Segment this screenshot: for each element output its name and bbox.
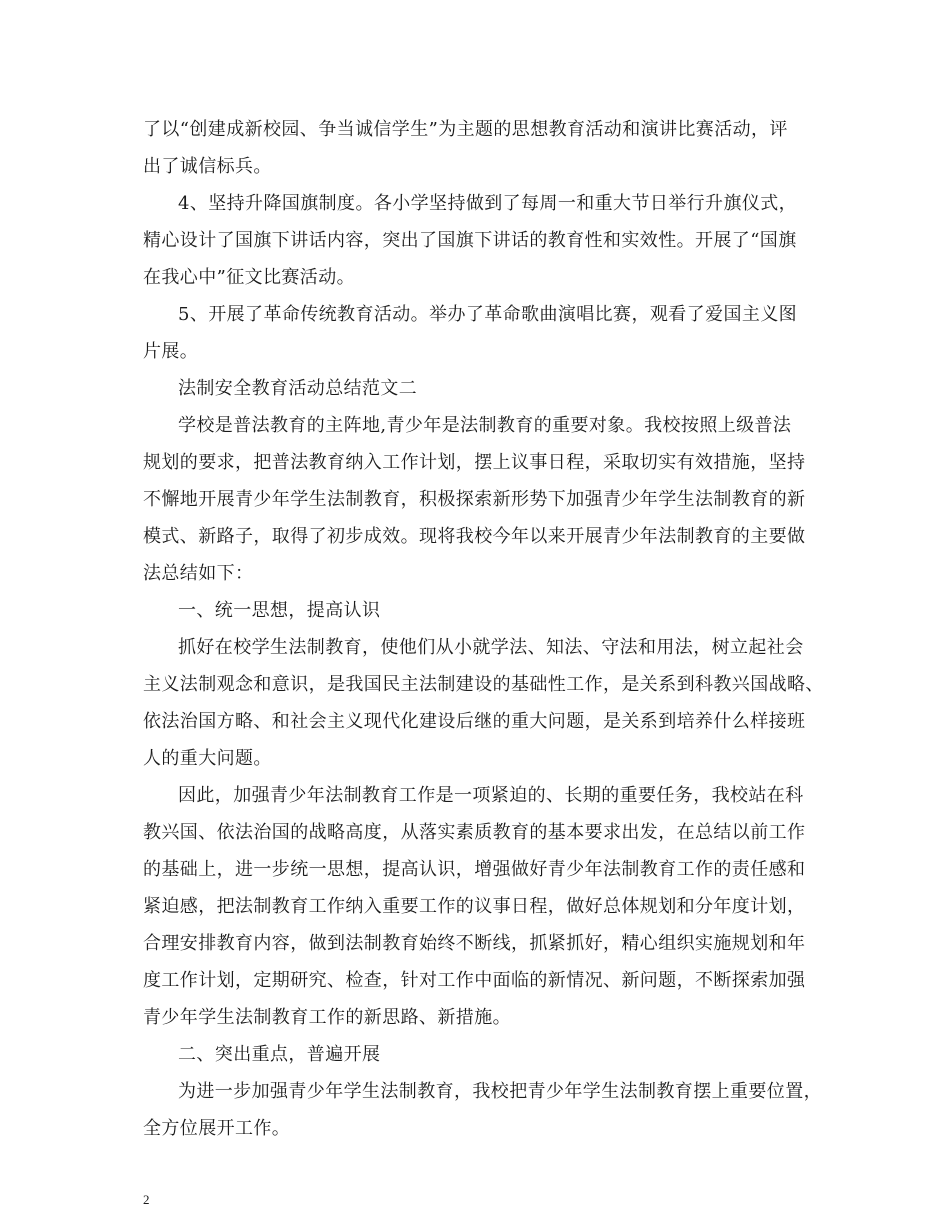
section-heading: 二、突出重点，普遍开展 bbox=[178, 1044, 381, 1065]
text-line: 依法治国方略、和社会主义现代化建设后继的重大问题，是关系到培养什么样接班 bbox=[143, 711, 806, 732]
text-line: 在我心中”征文比赛活动。 bbox=[143, 267, 356, 288]
section-heading: 法制安全教育活动总结范文二 bbox=[178, 378, 418, 399]
text-line: 青少年学生法制教育工作的新思路、新措施。 bbox=[143, 1007, 511, 1028]
text-line: 模式、新路子，取得了初步成效。现将我校今年以来开展青少年法制教育的主要做 bbox=[143, 526, 806, 547]
text-line: 学校是普法教育的主阵地,青少年是法制教育的重要对象。我校按照上级普法 bbox=[178, 415, 792, 436]
text-line: 精心设计了国旗下讲话内容，突出了国旗下讲话的教育性和实效性。开展了“国旗 bbox=[143, 230, 797, 251]
text-line: 人的重大问题。 bbox=[143, 748, 272, 769]
text-line: 教兴国、依法治国的战略高度，从落实素质教育的基本要求出发，在总结以前工作 bbox=[143, 822, 806, 843]
text-line: 紧迫感，把法制教育工作纳入重要工作的议事日程，做好总体规划和分年度计划， bbox=[143, 896, 806, 917]
text-line: 为进一步加强青少年学生法制教育，我校把青少年学生法制教育摆上重要位置， bbox=[178, 1081, 822, 1102]
text-line: 度工作计划，定期研究、检查，针对工作中面临的新情况、新问题，不断探索加强 bbox=[143, 970, 806, 991]
text-line: 合理安排教育内容，做到法制教育始终不断线，抓紧抓好，精心组织实施规划和年 bbox=[143, 933, 806, 954]
text-line: 出了诚信标兵。 bbox=[143, 156, 272, 177]
text-line: 规划的要求，把普法教育纳入工作计划，摆上议事日程，采取切实有效措施，坚持 bbox=[143, 452, 806, 473]
text-line: 了以“创建成新校园、争当诚信学生”为主题的思想教育活动和演讲比赛活动，评 bbox=[143, 119, 788, 140]
text-line: 的基础上，进一步统一思想，提高认识，增强做好青少年法制教育工作的责任感和 bbox=[143, 859, 806, 880]
text-line: 抓好在校学生法制教育，使他们从小就学法、知法、守法和用法，树立起社会 bbox=[178, 637, 804, 658]
text-line: 不懈地开展青少年学生法制教育，积极探索新形势下加强青少年学生法制教育的新 bbox=[143, 489, 806, 510]
text-line: 因此，加强青少年法制教育工作是一项紧迫的、长期的重要任务，我校站在科 bbox=[178, 785, 804, 806]
page-number: 2 bbox=[143, 1192, 150, 1207]
text-line: 片展。 bbox=[143, 341, 199, 362]
text-line: 5、开展了革命传统教育活动。举办了革命歌曲演唱比赛，观看了爱国主义图 bbox=[178, 304, 798, 325]
text-line: 主义法制观念和意识，是我国民主法制建设的基础性工作，是关系到科教兴国战略、 bbox=[143, 674, 824, 695]
section-heading: 一、统一思想，提高认识 bbox=[178, 600, 381, 621]
text-line: 4、坚持升降国旗制度。各小学坚持做到了每周一和重大节日举行升旗仪式， bbox=[178, 193, 798, 214]
text-line: 法总结如下： bbox=[143, 563, 254, 584]
text-line: 全方位展开工作。 bbox=[143, 1118, 291, 1139]
